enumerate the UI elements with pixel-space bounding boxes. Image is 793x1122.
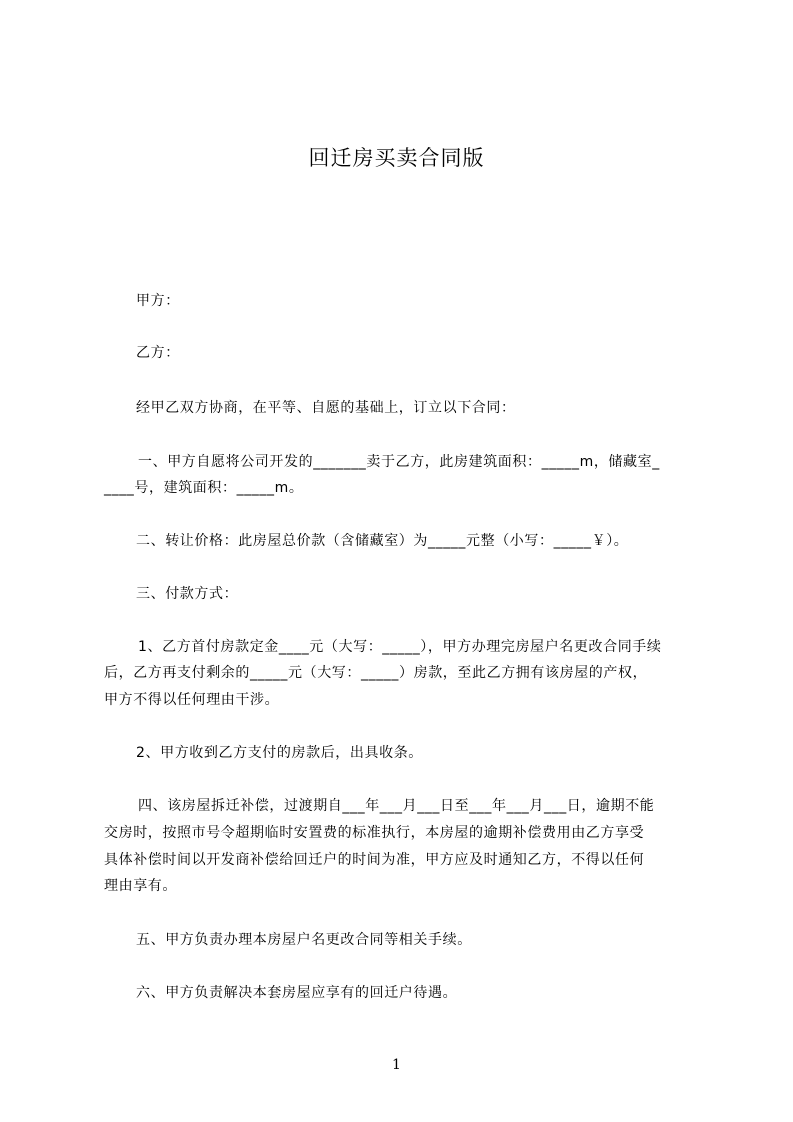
party-a-line: 甲方： [136, 293, 180, 309]
clause-1-line-1: 一、甲方自愿将公司开发的_______卖于乙方，此房建筑面积：_____m，储藏室_ [138, 454, 660, 470]
document-title: 回迁房买卖合同版 [308, 146, 485, 170]
clause-4-line-2: 交房时，按照市号令超期临时安置费的标准执行，本房屋的逾期补偿费用由乙方享受 [104, 825, 645, 841]
clause-2-paragraph: 二、转让价格：此房屋总价款（含储藏室）为_____元整（小写：_____￥）。 [136, 533, 629, 549]
clause-3-1-line-3: 甲方不得以任何理由干涉。 [104, 692, 280, 708]
clause-3-2-paragraph: 2、甲方收到乙方支付的房款后，出具收条。 [136, 745, 423, 761]
clause-5-paragraph: 五、甲方负责办理本房屋户名更改合同等相关手续。 [136, 932, 472, 948]
clause-4-line-1: 四、该房屋拆迁补偿，过渡期自___年___月___日至___年___月___日，逾期不能 [138, 798, 655, 814]
intro-paragraph: 经甲乙双方协商，在平等、自愿的基础上，订立以下合同： [136, 400, 516, 416]
clause-4-line-4: 理由享有。 [104, 878, 177, 894]
clause-4-line-3: 具体补偿时间以开发商补偿给回迁户的时间为准，甲方应及时通知乙方，不得以任何 [104, 852, 645, 868]
party-b-line: 乙方： [136, 345, 180, 361]
clause-1-line-2: ____号，建筑面积：_____m。 [104, 480, 304, 496]
clause-3-1-line-1: 1、乙方首付房款定金____元（大写：_____），甲方办理完房屋户名更改合同手续 [138, 639, 662, 655]
page-number: 1 [392, 1057, 401, 1073]
clause-3-1-line-2: 后，乙方再支付剩余的_____元（大写：_____）房款，至此乙方拥有该房屋的产权， [104, 665, 648, 681]
clause-3-heading: 三、付款方式： [136, 586, 239, 602]
clause-6-paragraph: 六、甲方负责解决本套房屋应享有的回迁户待遇。 [136, 985, 458, 1001]
